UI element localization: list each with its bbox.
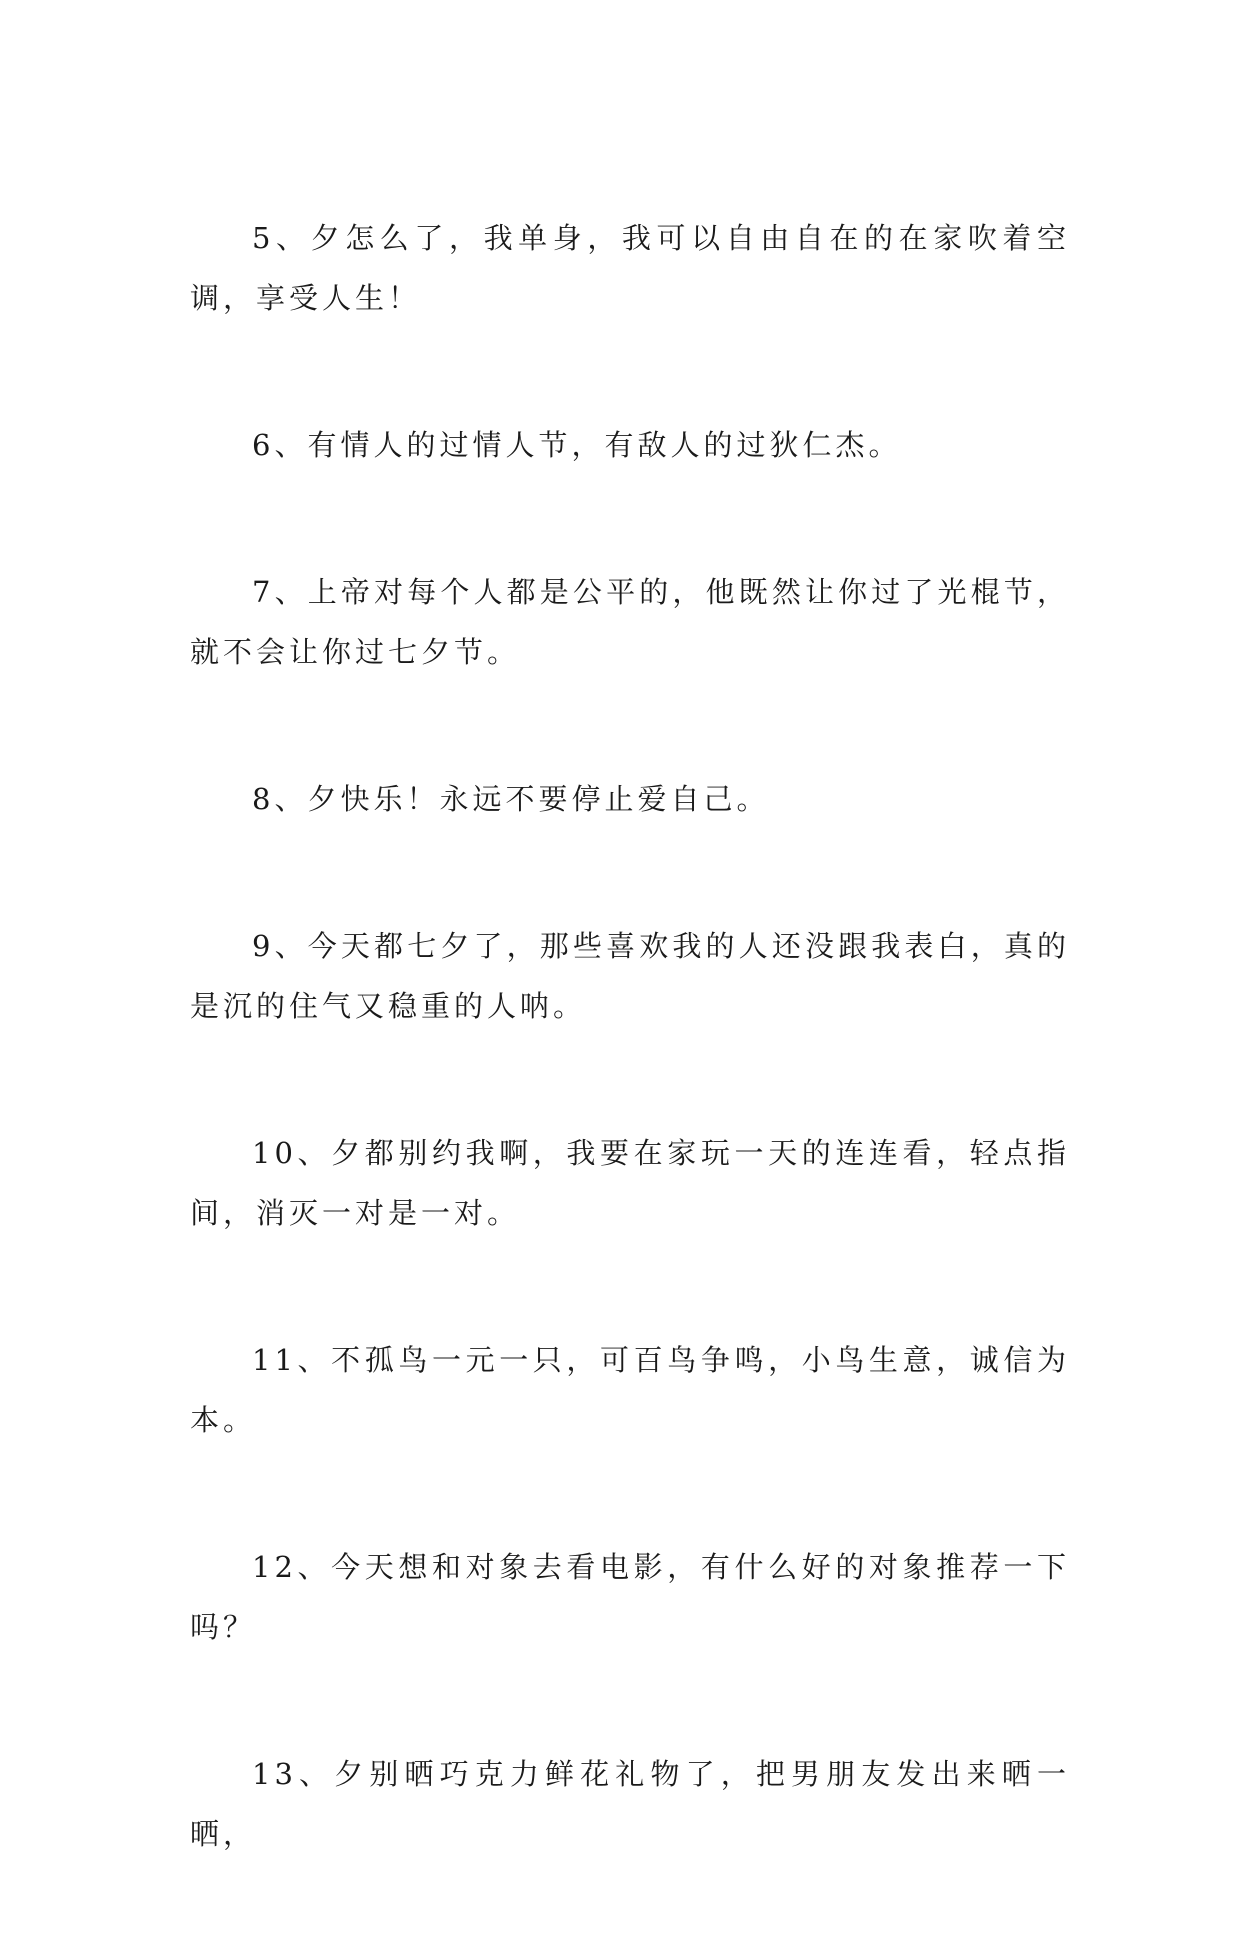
paragraph-9: 9、今天都七夕了，那些喜欢我的人还没跟我表白，真的是沉的住气又稳重的人呐。 — [190, 929, 1070, 1023]
document-body — [190, 208, 1070, 1951]
paragraph-13: 13、夕别晒巧克力鲜花礼物了，把男朋友发出来晒一晒， — [190, 1757, 1070, 1851]
paragraph-5: 5、夕怎么了，我单身，我可以自由自在的在家吹着空调，享受人生！ — [190, 221, 1070, 315]
paragraph-7: 7、上帝对每个人都是公平的，他既然让你过了光棍节，就不会让你过七夕节。 — [190, 575, 1070, 669]
paragraph-11: 11、不孤鸟一元一只，可百鸟争鸣，小鸟生意，诚信为本。 — [190, 1343, 1070, 1437]
paragraph-10: 10、夕都别约我啊，我要在家玩一天的连连看，轻点指间，消灭一对是一对。 — [190, 1136, 1070, 1230]
paragraph-8: 8、夕快乐！永远不要停止爱自己。 — [252, 782, 770, 816]
paragraph-6: 6、有情人的过情人节，有敌人的过狄仁杰。 — [252, 428, 902, 462]
paragraph-12: 12、今天想和对象去看电影，有什么好的对象推荐一下吗？ — [190, 1550, 1070, 1644]
